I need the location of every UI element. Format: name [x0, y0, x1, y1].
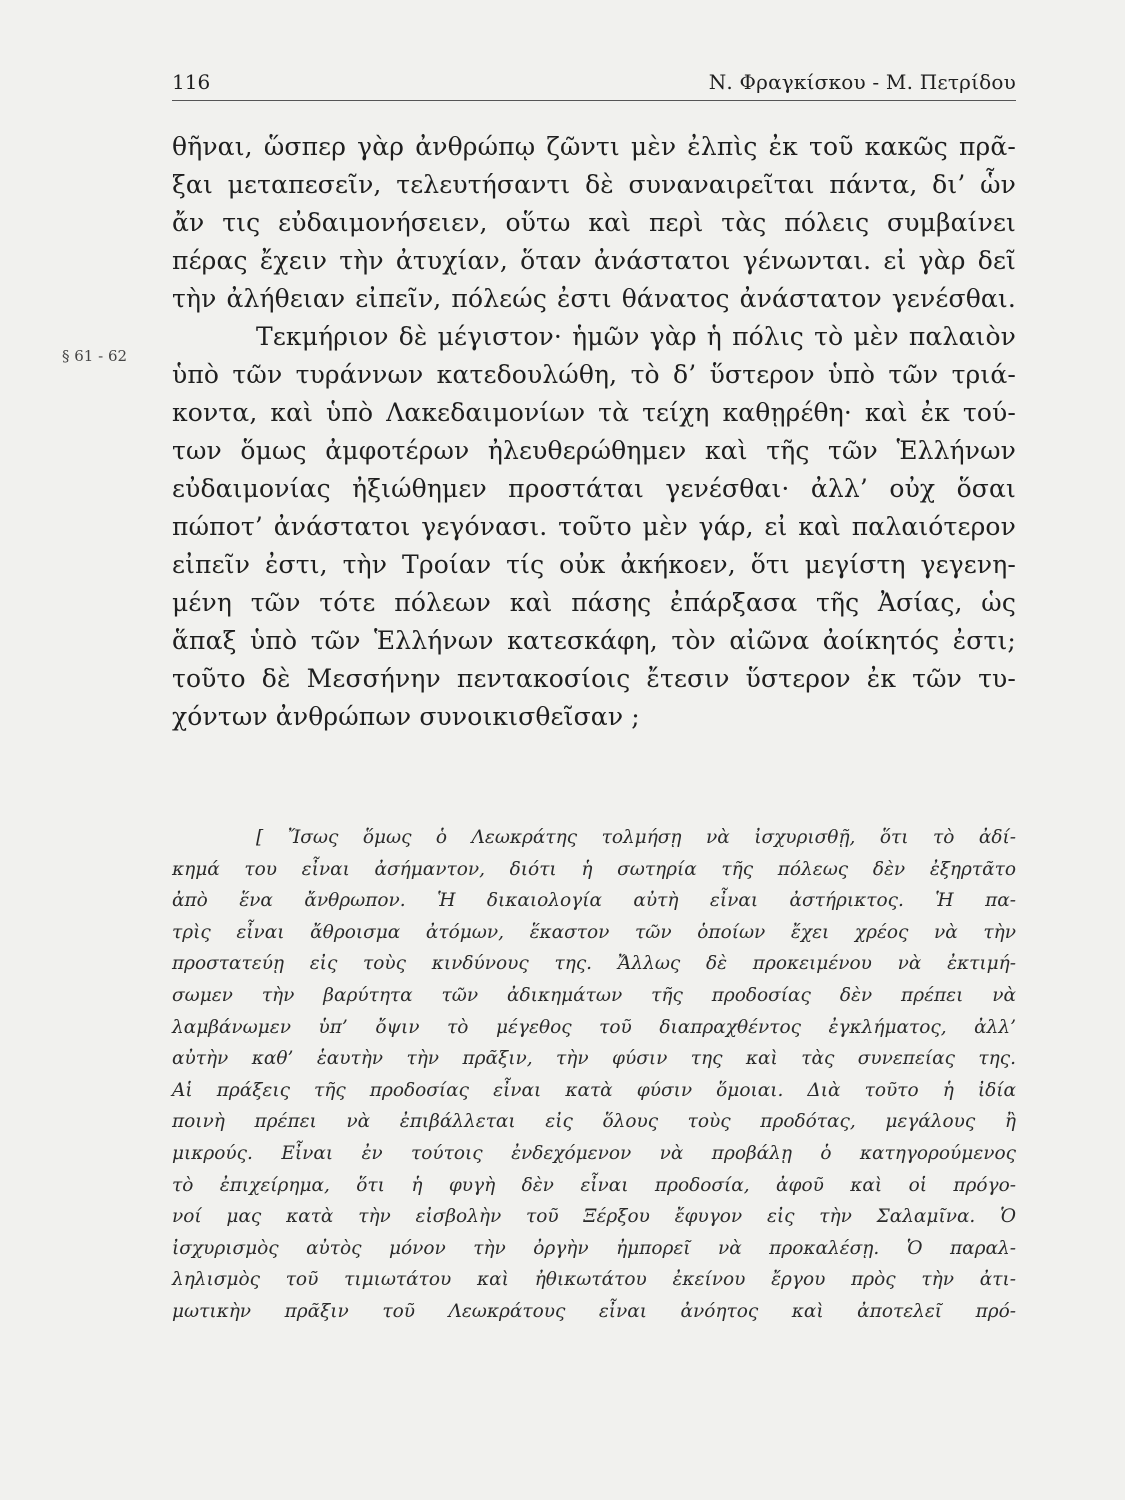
text-line: ἅπαξ ὑπὸ τῶν Ἑλλήνων κατεσκάφη, τὸν αἰῶνα ἀοίκητός ἐστι; [172, 626, 1016, 655]
commentary-line: σωμεν τὴν βαρύτητα τῶν ἀδικημάτων τῆς προδοσίας δὲν πρέπει νὰ [172, 984, 1016, 1006]
running-head: Ν. Φραγκίσκου - Μ. Πετρίδου [708, 70, 1016, 94]
commentary-line: ἰσχυρισμὸς αὐτὸς μόνον τὴν ὀργὴν ἠμπορεῖ νὰ προκαλέσῃ. Ὁ παραλ- [172, 1237, 1016, 1259]
commentary-line: τρὶς εἶναι ἄθροισμα ἀτόμων, ἕκαστον τῶν ὁποίων ἔχει χρέος νὰ τὴν [172, 921, 1016, 943]
commentary-line: ληλισμὸς τοῦ τιμιωτάτου καὶ ἠθικωτάτου ἐκείνου ἔργου πρὸς τὴν ἀτι- [172, 1269, 1016, 1291]
commentary-line: νοί μας κατὰ τὴν εἰσβολὴν τοῦ Ξέρξου ἔφυγον εἰς τὴν Σαλαμῖνα. Ὁ [172, 1206, 1016, 1228]
text-line: ὑπὸ τῶν τυράννων κατεδουλώθη, τὸ δ’ ὕστερον ὑπὸ τῶν τριά- [172, 360, 1016, 389]
text-line: ξαι μεταπεσεῖν, τελευτήσαντι δὲ συναναιρεῖται πάντα, δι’ ὧν [172, 170, 1016, 199]
text-line: τὴν ἀλήθειαν εἰπεῖν, πόλεώς ἐστι θάνατος ἀνάστατον γενέσθαι. [172, 284, 1016, 313]
text-line: μένη τῶν τότε πόλεων καὶ πάσης ἐπάρξασα τῆς Ἀσίας, ὡς [172, 588, 1016, 617]
commentary-line: ἀπὸ ἕνα ἄνθρωπον. Ἡ δικαιολογία αὐτὴ εἶναι ἀστήρικτος. Ἡ πα- [172, 890, 1016, 912]
text-line: πέρας ἔχειν τὴν ἀτυχίαν, ὅταν ἀνάστατοι γένωνται. εἰ γὰρ δεῖ [172, 246, 1016, 275]
text-line: πώποτ’ ἀνάστατοι γεγόνασι. τοῦτο μὲν γάρ, εἰ καὶ παλαιότερον [172, 512, 1016, 541]
commentary-line-indented: [ Ἴσως ὅμως ὁ Λεωκράτης τολμήσῃ νὰ ἰσχυρισθῇ, ὅτι τὸ ἀδί- [256, 827, 1016, 848]
commentary-line: τὸ ἐπιχείρημα, ὅτι ἡ φυγὴ δὲν εἶναι προδοσία, ἀφοῦ καὶ οἱ πρόγο- [172, 1174, 1016, 1196]
margin-section-reference: § 61 - 62 [62, 347, 128, 365]
text-line: ἄν τις εὐδαιμονήσειεν, οὕτω καὶ περὶ τὰς πόλεις συμβαίνει [172, 208, 1016, 237]
page-header [172, 70, 1016, 101]
text-line: θῆναι, ὥσπερ γὰρ ἀνθρώπῳ ζῶντι μὲν ἐλπὶς ἐκ τοῦ κακῶς πρᾶ- [172, 132, 1016, 161]
text-line: εἰπεῖν ἐστι, τὴν Τροίαν τίς οὐκ ἀκήκοεν, ὅτι μεγίστη γεγενη- [172, 550, 1016, 579]
text-line-indented: Τεκμήριον δὲ μέγιστον· ἡμῶν γὰρ ἡ πόλις τὸ μὲν παλαιὸν [256, 322, 1016, 351]
text-line: κοντα, καὶ ὑπὸ Λακεδαιμονίων τὰ τείχη καθῃρέθη· καὶ ἐκ τού- [172, 398, 1016, 427]
text-line-last: χόντων ἀνθρώπων συνοικισθεῖσαν ; [172, 702, 640, 731]
commentary-line: λαμβάνωμεν ὑπ’ ὄψιν τὸ μέγεθος τοῦ διαπραχθέντος ἐγκλήματος, ἀλλ’ [172, 1016, 1016, 1038]
commentary-line: κημά του εἶναι ἀσήμαντον, διότι ἡ σωτηρία τῆς πόλεως δὲν ἐξηρτᾶτο [172, 858, 1016, 880]
commentary-line: αὐτὴν καθ’ ἑαυτὴν τὴν πρᾶξιν, τὴν φύσιν της καὶ τὰς συνεπείας της. [172, 1048, 1016, 1070]
commentary-line: ποινὴ πρέπει νὰ ἐπιβάλλεται εἰς ὅλους τοὺς προδότας, μεγάλους ἢ [172, 1111, 1016, 1133]
text-line: τοῦτο δὲ Μεσσήνην πεντακοσίοις ἔτεσιν ὕστερον ἐκ τῶν τυ- [172, 664, 1016, 693]
commentary-line: μικρούς. Εἶναι ἐν τούτοις ἐνδεχόμενον νὰ προβάλῃ ὁ κατηγορούμενος [172, 1142, 1016, 1164]
text-line: εὐδαιμονίας ἠξιώθημεν προστάται γενέσθαι· ἀλλ’ οὐχ ὅσαι [172, 474, 1016, 503]
commentary-text [172, 822, 1016, 1328]
text-line: των ὅμως ἀμφοτέρων ἠλευθερώθημεν καὶ τῆς τῶν Ἑλλήνων [172, 436, 1016, 465]
commentary-line: προστατεύῃ εἰς τοὺς κινδύνους της. Ἄλλως δὲ προκειμένου νὰ ἐκτιμή- [172, 953, 1016, 975]
commentary-line: Αἱ πράξεις τῆς προδοσίας εἶναι κατὰ φύσιν ὅμοιαι. Διὰ τοῦτο ἡ ἰδία [172, 1079, 1016, 1101]
greek-source-text [172, 128, 1016, 736]
page-number: 116 [172, 70, 211, 94]
commentary-line: μωτικὴν πρᾶξιν τοῦ Λεωκράτους εἶναι ἀνόητος καὶ ἀποτελεῖ πρό- [172, 1300, 1016, 1322]
